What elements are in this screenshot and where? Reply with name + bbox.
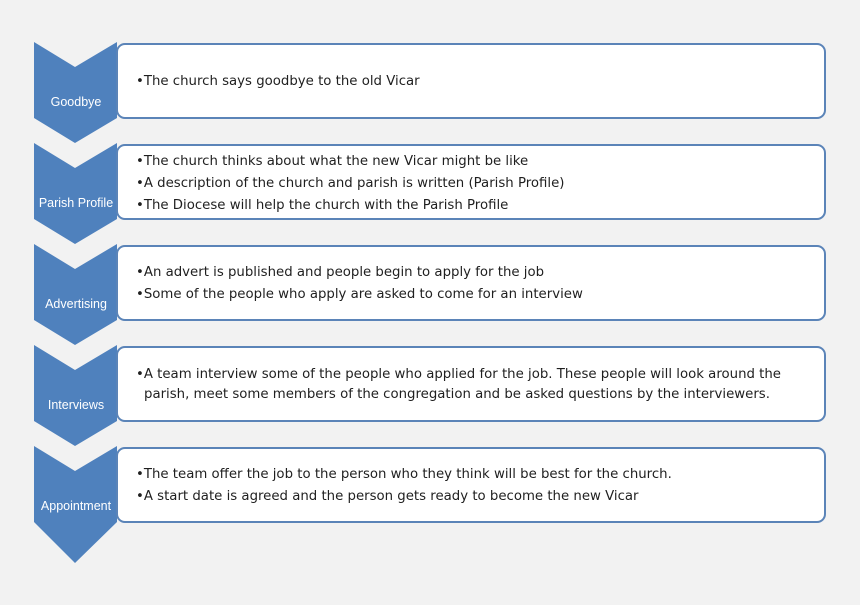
step-5-details: [116, 447, 826, 523]
step-3-chevron: [34, 244, 117, 345]
step-3-bullet: • An advert is published and people begin to apply for the job: [126, 262, 812, 284]
step-5-bullet: • The team offer the job to the person who they think will be best for the church.: [126, 464, 812, 486]
step-1-bullet: • The church says goodbye to the old Vicar: [126, 71, 812, 93]
step-4-bullet: • A team interview some of the people who applied for the job. These people will look around the parish, meet some members of the congregation and be asked questions by the interviewers.: [126, 365, 814, 405]
step-4-chevron: [34, 345, 117, 446]
step-3-details: [116, 245, 826, 321]
step-1-chevron: [34, 42, 117, 143]
step-3-bullet: • Some of the people who apply are asked to come for an interview: [126, 284, 812, 306]
step-5-bullet: • A start date is agreed and the person gets ready to become the new Vicar: [126, 486, 812, 508]
step-2-label: Parish Profile: [38, 196, 114, 210]
step-2-bullet: • The Diocese will help the church with the Parish Profile: [126, 195, 812, 217]
step-2-bullet: • The church thinks about what the new Vicar might be like: [126, 151, 812, 173]
step-3-label: Advertising: [45, 297, 107, 311]
step-1-details: [116, 43, 826, 119]
step-1-label: Goodbye: [50, 95, 102, 109]
step-2-bullet: • A description of the church and parish is written (Parish Profile): [126, 173, 812, 195]
step-2-chevron: [34, 143, 117, 244]
step-4-details: [116, 346, 826, 422]
step-5-label: Appointment: [40, 499, 112, 513]
step-4-label: Interviews: [47, 398, 105, 412]
step-2-details: [116, 144, 826, 220]
